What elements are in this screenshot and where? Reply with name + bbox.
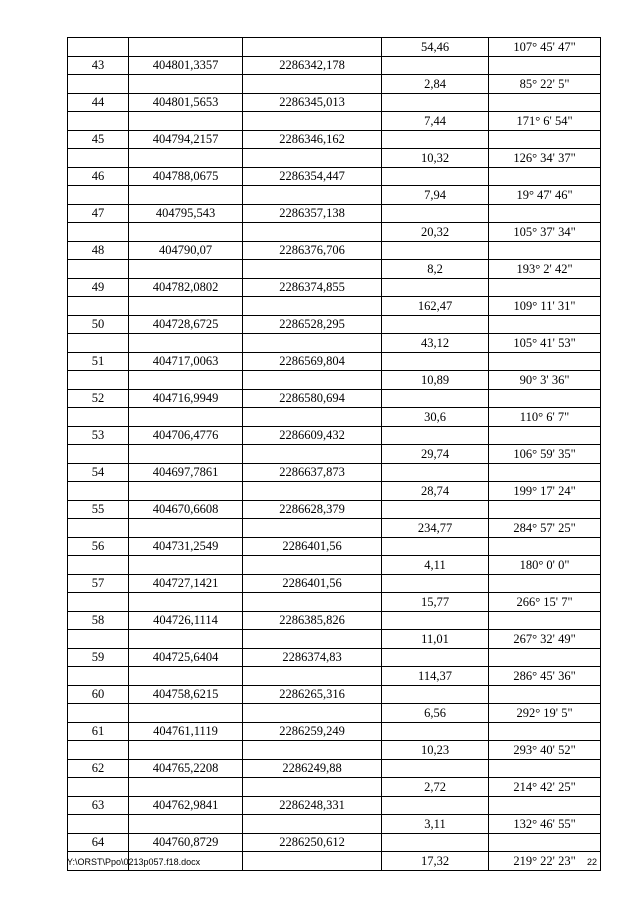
point-number-cell — [68, 408, 129, 427]
table-row — [68, 241, 601, 260]
point-number-cell: 60 — [68, 685, 129, 704]
table-row — [68, 741, 601, 760]
x-coordinate-cell: 404801,3357 — [129, 56, 243, 75]
point-number-cell — [68, 186, 129, 205]
x-coordinate-cell: 404731,2549 — [129, 537, 243, 556]
bearing-cell: 109° 11' 31" — [489, 297, 601, 316]
table-row — [68, 334, 601, 353]
x-coordinate-cell — [129, 667, 243, 686]
bearing-cell — [489, 611, 601, 630]
table-row — [68, 519, 601, 538]
table-row — [68, 149, 601, 168]
y-coordinate-cell: 2286248,331 — [243, 796, 382, 815]
x-coordinate-cell — [129, 445, 243, 464]
bearing-cell — [489, 426, 601, 445]
distance-cell — [382, 722, 489, 741]
table-row — [68, 574, 601, 593]
y-coordinate-cell — [243, 223, 382, 242]
table-row — [68, 778, 601, 797]
x-coordinate-cell: 404697,7861 — [129, 463, 243, 482]
bearing-cell: 126° 34' 37" — [489, 149, 601, 168]
bearing-cell: 180° 0' 0" — [489, 556, 601, 575]
x-coordinate-cell — [129, 334, 243, 353]
distance-cell — [382, 759, 489, 778]
bearing-cell: 284° 57' 25" — [489, 519, 601, 538]
point-number-cell — [68, 741, 129, 760]
table-row — [68, 556, 601, 575]
distance-cell: 17,32 — [382, 852, 489, 871]
bearing-cell: 132° 46' 55" — [489, 815, 601, 834]
bearing-cell — [489, 574, 601, 593]
x-coordinate-cell: 404790,07 — [129, 241, 243, 260]
bearing-cell: 171° 6' 54" — [489, 112, 601, 131]
y-coordinate-cell — [243, 75, 382, 94]
point-number-cell — [68, 630, 129, 649]
y-coordinate-cell: 2286357,138 — [243, 204, 382, 223]
bearing-cell: 106° 59' 35" — [489, 445, 601, 464]
point-number-cell: 58 — [68, 611, 129, 630]
point-number-cell — [68, 519, 129, 538]
x-coordinate-cell: 404761,1119 — [129, 722, 243, 741]
table-row — [68, 278, 601, 297]
table-row — [68, 371, 601, 390]
footer-file-path: Y:\ORST\Ppo\0213p057.f18.docx — [67, 857, 201, 867]
bearing-cell: 85° 22' 5" — [489, 75, 601, 94]
distance-cell: 7,44 — [382, 112, 489, 131]
bearing-cell: 267° 32' 49" — [489, 630, 601, 649]
distance-cell — [382, 463, 489, 482]
point-number-cell: 62 — [68, 759, 129, 778]
y-coordinate-cell: 2286354,447 — [243, 167, 382, 186]
table-row — [68, 722, 601, 741]
distance-cell — [382, 796, 489, 815]
table-row — [68, 482, 601, 501]
distance-cell — [382, 648, 489, 667]
bearing-cell — [489, 56, 601, 75]
x-coordinate-cell — [129, 38, 243, 57]
bearing-cell: 107° 45' 47" — [489, 38, 601, 57]
point-number-cell: 63 — [68, 796, 129, 815]
distance-cell: 30,6 — [382, 408, 489, 427]
y-coordinate-cell — [243, 593, 382, 612]
distance-cell — [382, 130, 489, 149]
footer-page-number: 22 — [587, 857, 598, 867]
bearing-cell: 199° 17' 24" — [489, 482, 601, 501]
y-coordinate-cell: 2286345,013 — [243, 93, 382, 112]
x-coordinate-cell: 404758,6215 — [129, 685, 243, 704]
point-number-cell: 45 — [68, 130, 129, 149]
point-number-cell — [68, 260, 129, 279]
y-coordinate-cell: 2286628,379 — [243, 500, 382, 519]
table-row — [68, 704, 601, 723]
bearing-cell — [489, 278, 601, 297]
y-coordinate-cell: 2286259,249 — [243, 722, 382, 741]
bearing-cell — [489, 93, 601, 112]
distance-cell: 7,94 — [382, 186, 489, 205]
y-coordinate-cell — [243, 667, 382, 686]
point-number-cell: 47 — [68, 204, 129, 223]
x-coordinate-cell — [129, 630, 243, 649]
x-coordinate-cell — [129, 556, 243, 575]
bearing-cell — [489, 352, 601, 371]
x-coordinate-cell: 404760,8729 — [129, 833, 243, 852]
y-coordinate-cell — [243, 852, 382, 871]
point-number-cell: 48 — [68, 241, 129, 260]
x-coordinate-cell — [129, 371, 243, 390]
x-coordinate-cell — [129, 741, 243, 760]
distance-cell — [382, 93, 489, 112]
x-coordinate-cell: 404762,9841 — [129, 796, 243, 815]
y-coordinate-cell — [243, 556, 382, 575]
bearing-cell: 90° 3' 36" — [489, 371, 601, 390]
y-coordinate-cell: 2286249,88 — [243, 759, 382, 778]
x-coordinate-cell: 404716,9949 — [129, 389, 243, 408]
distance-cell — [382, 537, 489, 556]
bearing-cell — [489, 833, 601, 852]
point-number-cell — [68, 704, 129, 723]
y-coordinate-cell — [243, 815, 382, 834]
y-coordinate-cell: 2286580,694 — [243, 389, 382, 408]
bearing-cell — [489, 130, 601, 149]
y-coordinate-cell — [243, 704, 382, 723]
point-number-cell — [68, 75, 129, 94]
distance-cell — [382, 56, 489, 75]
x-coordinate-cell: 404728,6725 — [129, 315, 243, 334]
bearing-cell: 105° 37' 34" — [489, 223, 601, 242]
distance-cell — [382, 204, 489, 223]
table-row — [68, 815, 601, 834]
distance-cell — [382, 685, 489, 704]
bearing-cell — [489, 759, 601, 778]
table-row — [68, 352, 601, 371]
y-coordinate-cell — [243, 371, 382, 390]
bearing-cell — [489, 315, 601, 334]
point-number-cell: 57 — [68, 574, 129, 593]
bearing-cell: 19° 47' 46" — [489, 186, 601, 205]
bearing-cell — [489, 463, 601, 482]
distance-cell: 15,77 — [382, 593, 489, 612]
x-coordinate-cell — [129, 482, 243, 501]
table-row — [68, 204, 601, 223]
distance-cell — [382, 389, 489, 408]
point-number-cell — [68, 149, 129, 168]
distance-cell — [382, 500, 489, 519]
coordinates-table-body — [68, 38, 601, 871]
distance-cell — [382, 833, 489, 852]
bearing-cell — [489, 685, 601, 704]
x-coordinate-cell — [129, 815, 243, 834]
distance-cell: 10,23 — [382, 741, 489, 760]
x-coordinate-cell — [129, 593, 243, 612]
y-coordinate-cell: 2286385,826 — [243, 611, 382, 630]
table-row — [68, 56, 601, 75]
y-coordinate-cell: 2286569,804 — [243, 352, 382, 371]
y-coordinate-cell — [243, 149, 382, 168]
y-coordinate-cell: 2286401,56 — [243, 574, 382, 593]
bearing-cell: 219° 22' 23" — [489, 852, 601, 871]
point-number-cell: 53 — [68, 426, 129, 445]
x-coordinate-cell: 404706,4776 — [129, 426, 243, 445]
y-coordinate-cell: 2286401,56 — [243, 537, 382, 556]
point-number-cell: 51 — [68, 352, 129, 371]
point-number-cell — [68, 482, 129, 501]
table-row — [68, 611, 601, 630]
distance-cell: 234,77 — [382, 519, 489, 538]
distance-cell — [382, 315, 489, 334]
y-coordinate-cell — [243, 112, 382, 131]
y-coordinate-cell: 2286374,855 — [243, 278, 382, 297]
bearing-cell — [489, 722, 601, 741]
table-row — [68, 426, 601, 445]
point-number-cell: 49 — [68, 278, 129, 297]
x-coordinate-cell: 404801,5653 — [129, 93, 243, 112]
distance-cell: 6,56 — [382, 704, 489, 723]
bearing-cell — [489, 648, 601, 667]
bearing-cell: 193° 2' 42" — [489, 260, 601, 279]
y-coordinate-cell: 2286374,83 — [243, 648, 382, 667]
point-number-cell — [68, 334, 129, 353]
point-number-cell — [68, 556, 129, 575]
table-row — [68, 260, 601, 279]
point-number-cell — [68, 667, 129, 686]
bearing-cell: 286° 45' 36" — [489, 667, 601, 686]
point-number-cell: 61 — [68, 722, 129, 741]
point-number-cell — [68, 371, 129, 390]
table-row — [68, 167, 601, 186]
coordinates-table — [67, 37, 601, 871]
distance-cell: 162,47 — [382, 297, 489, 316]
x-coordinate-cell — [129, 297, 243, 316]
y-coordinate-cell — [243, 38, 382, 57]
point-number-cell — [68, 778, 129, 797]
bearing-cell: 105° 41' 53" — [489, 334, 601, 353]
x-coordinate-cell: 404725,6404 — [129, 648, 243, 667]
distance-cell: 10,89 — [382, 371, 489, 390]
point-number-cell — [68, 297, 129, 316]
distance-cell: 10,32 — [382, 149, 489, 168]
bearing-cell — [489, 537, 601, 556]
table-row — [68, 445, 601, 464]
table-row — [68, 223, 601, 242]
bearing-cell: 214° 42' 25" — [489, 778, 601, 797]
table-row — [68, 463, 601, 482]
y-coordinate-cell — [243, 630, 382, 649]
table-row — [68, 593, 601, 612]
point-number-cell: 64 — [68, 833, 129, 852]
point-number-cell — [68, 38, 129, 57]
x-coordinate-cell — [129, 223, 243, 242]
y-coordinate-cell — [243, 186, 382, 205]
distance-cell: 3,11 — [382, 815, 489, 834]
distance-cell — [382, 611, 489, 630]
distance-cell: 28,74 — [382, 482, 489, 501]
bearing-cell: 292° 19' 5" — [489, 704, 601, 723]
y-coordinate-cell: 2286265,316 — [243, 685, 382, 704]
y-coordinate-cell: 2286376,706 — [243, 241, 382, 260]
x-coordinate-cell — [129, 260, 243, 279]
point-number-cell — [68, 112, 129, 131]
distance-cell: 114,37 — [382, 667, 489, 686]
x-coordinate-cell — [129, 704, 243, 723]
distance-cell: 20,32 — [382, 223, 489, 242]
x-coordinate-cell: 404794,2157 — [129, 130, 243, 149]
distance-cell — [382, 426, 489, 445]
y-coordinate-cell — [243, 297, 382, 316]
distance-cell: 54,46 — [382, 38, 489, 57]
table-row — [68, 630, 601, 649]
table-row — [68, 315, 601, 334]
distance-cell: 2,84 — [382, 75, 489, 94]
y-coordinate-cell — [243, 482, 382, 501]
point-number-cell: 44 — [68, 93, 129, 112]
distance-cell — [382, 352, 489, 371]
table-row — [68, 38, 601, 57]
table-row — [68, 112, 601, 131]
point-number-cell — [68, 593, 129, 612]
table-row — [68, 759, 601, 778]
point-number-cell: 50 — [68, 315, 129, 334]
distance-cell: 4,11 — [382, 556, 489, 575]
point-number-cell: 43 — [68, 56, 129, 75]
y-coordinate-cell — [243, 334, 382, 353]
point-number-cell: 56 — [68, 537, 129, 556]
x-coordinate-cell — [129, 778, 243, 797]
bearing-cell — [489, 389, 601, 408]
bearing-cell — [489, 167, 601, 186]
x-coordinate-cell: 404782,0802 — [129, 278, 243, 297]
table-row — [68, 833, 601, 852]
y-coordinate-cell: 2286637,873 — [243, 463, 382, 482]
distance-cell: 43,12 — [382, 334, 489, 353]
x-coordinate-cell — [129, 112, 243, 131]
x-coordinate-cell: 404670,6608 — [129, 500, 243, 519]
x-coordinate-cell: 404765,2208 — [129, 759, 243, 778]
distance-cell: 11,01 — [382, 630, 489, 649]
table-row — [68, 685, 601, 704]
table-row — [68, 75, 601, 94]
bearing-cell: 293° 40' 52" — [489, 741, 601, 760]
y-coordinate-cell: 2286342,178 — [243, 56, 382, 75]
y-coordinate-cell — [243, 741, 382, 760]
x-coordinate-cell: 404788,0675 — [129, 167, 243, 186]
y-coordinate-cell: 2286528,295 — [243, 315, 382, 334]
bearing-cell — [489, 241, 601, 260]
y-coordinate-cell: 2286250,612 — [243, 833, 382, 852]
x-coordinate-cell: 404795,543 — [129, 204, 243, 223]
table-row — [68, 667, 601, 686]
table-row — [68, 648, 601, 667]
y-coordinate-cell: 2286346,162 — [243, 130, 382, 149]
y-coordinate-cell — [243, 408, 382, 427]
point-number-cell — [68, 223, 129, 242]
table-row — [68, 796, 601, 815]
distance-cell — [382, 278, 489, 297]
table-row — [68, 408, 601, 427]
x-coordinate-cell — [129, 75, 243, 94]
y-coordinate-cell: 2286609,432 — [243, 426, 382, 445]
bearing-cell — [489, 796, 601, 815]
x-coordinate-cell — [129, 186, 243, 205]
bearing-cell: 266° 15' 7" — [489, 593, 601, 612]
y-coordinate-cell — [243, 260, 382, 279]
distance-cell — [382, 167, 489, 186]
point-number-cell: 59 — [68, 648, 129, 667]
table-row — [68, 537, 601, 556]
table-row — [68, 389, 601, 408]
bearing-cell: 110° 6' 7" — [489, 408, 601, 427]
y-coordinate-cell — [243, 445, 382, 464]
distance-cell — [382, 574, 489, 593]
point-number-cell: 46 — [68, 167, 129, 186]
y-coordinate-cell — [243, 778, 382, 797]
x-coordinate-cell — [129, 519, 243, 538]
bearing-cell — [489, 500, 601, 519]
distance-cell: 29,74 — [382, 445, 489, 464]
distance-cell: 8,2 — [382, 260, 489, 279]
x-coordinate-cell: 404727,1421 — [129, 574, 243, 593]
point-number-cell — [68, 815, 129, 834]
table-row — [68, 130, 601, 149]
x-coordinate-cell — [129, 149, 243, 168]
distance-cell: 2,72 — [382, 778, 489, 797]
table-row — [68, 500, 601, 519]
point-number-cell: 52 — [68, 389, 129, 408]
y-coordinate-cell — [243, 519, 382, 538]
x-coordinate-cell: 404717,0063 — [129, 352, 243, 371]
x-coordinate-cell — [129, 408, 243, 427]
table-row — [68, 297, 601, 316]
table-row — [68, 186, 601, 205]
x-coordinate-cell: 404726,1114 — [129, 611, 243, 630]
point-number-cell: 54 — [68, 463, 129, 482]
bearing-cell — [489, 204, 601, 223]
table-row — [68, 93, 601, 112]
distance-cell — [382, 241, 489, 260]
point-number-cell: 55 — [68, 500, 129, 519]
point-number-cell — [68, 445, 129, 464]
